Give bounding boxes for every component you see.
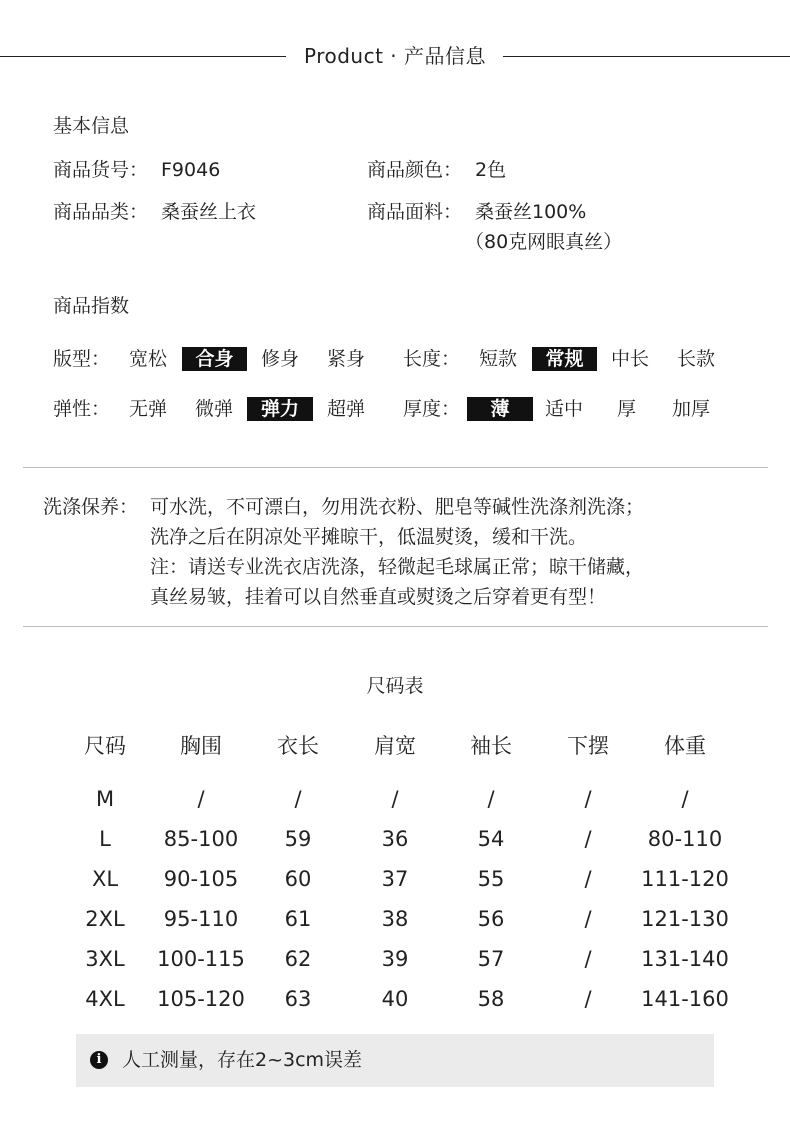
elasticity-option-super: 超弹: [327, 398, 366, 420]
table-cell: L: [99, 827, 111, 851]
table-cell: 61: [284, 907, 312, 931]
care-line-1: 可水洗，不可漂白，勿用洗衣粉、肥皂等碱性洗涤剂洗涤；: [150, 496, 645, 518]
table-cell: 58: [477, 987, 505, 1011]
table-cell: 56: [477, 907, 505, 931]
thickness-option-extra-thick: 加厚: [672, 398, 711, 420]
table-cell: /: [197, 787, 205, 811]
fit-option-loose: 宽松: [129, 348, 168, 370]
length-option-regular-selected: 常规: [532, 347, 597, 371]
measurement-note: [76, 1034, 714, 1087]
table-cell: /: [487, 787, 495, 811]
table-cell: 80-110: [647, 827, 723, 851]
table-cell: /: [584, 787, 592, 811]
table-cell: 131-140: [641, 947, 729, 971]
elasticity-option-stretch-selected: 弹力: [247, 397, 313, 421]
length-label: 长度：: [403, 348, 461, 370]
table-cell: 57: [477, 947, 505, 971]
fabric-value: 桑蚕丝100%: [475, 201, 587, 223]
length-option-long: 长款: [677, 348, 716, 370]
shoulder-col-header: 肩宽: [374, 734, 416, 758]
fit-option-tight: 紧身: [327, 348, 366, 370]
fabric-note: （80克网眼真丝）: [465, 231, 623, 253]
table-cell: /: [391, 787, 399, 811]
fit-option-regular-selected: 合身: [182, 347, 247, 371]
page-title: Product · 产品信息: [303, 44, 486, 68]
table-cell: /: [584, 867, 592, 891]
info-icon: i: [90, 1051, 108, 1069]
thickness-option-thick: 厚: [617, 398, 637, 420]
table-cell: /: [584, 827, 592, 851]
table-cell: 54: [477, 827, 505, 851]
table-cell: /: [584, 947, 592, 971]
item-no-label: 商品货号：: [53, 159, 149, 181]
care-line-2: 洗净之后在阴凉处平摊晾干，低温熨烫，缓和干洗。: [150, 526, 588, 548]
weight-col-header: 体重: [664, 734, 706, 758]
table-cell: 105-120: [157, 987, 245, 1011]
color-label: 商品颜色：: [367, 159, 463, 181]
care-label: 洗涤保养：: [43, 496, 139, 518]
divider-top: [23, 467, 768, 468]
table-cell: 40: [381, 987, 409, 1011]
measurement-note-text: 人工测量，存在2~3cm误差: [122, 1049, 363, 1071]
category-label: 商品品类：: [53, 201, 149, 223]
category-value: 桑蚕丝上衣: [161, 201, 257, 223]
table-cell: 85-100: [163, 827, 239, 851]
table-cell: M: [95, 787, 115, 811]
size-col-header: 尺码: [84, 734, 126, 758]
divider-bottom: [23, 626, 768, 627]
color-value: 2色: [475, 159, 507, 181]
size-table-title: 尺码表: [366, 675, 424, 697]
sleeve-col-header: 袖长: [470, 734, 512, 758]
table-cell: 39: [381, 947, 409, 971]
thickness-option-thin-selected: 薄: [467, 397, 533, 421]
hem-col-header: 下摆: [567, 734, 609, 758]
thickness-option-medium: 适中: [545, 398, 584, 420]
care-line-3: 注：请送专业洗衣店洗涤，轻微起毛球属正常；晾干储藏，: [150, 556, 645, 578]
table-cell: 62: [284, 947, 312, 971]
table-cell: 55: [477, 867, 505, 891]
table-cell: 3XL: [85, 947, 125, 971]
length-option-mid: 中长: [611, 348, 650, 370]
basic-info-heading: 基本信息: [53, 115, 130, 137]
item-no-value: F9046: [161, 159, 221, 181]
index-heading: 商品指数: [53, 295, 130, 317]
table-cell: 38: [381, 907, 409, 931]
table-cell: 111-120: [641, 867, 729, 891]
thickness-label: 厚度：: [403, 398, 461, 420]
fit-option-slim: 修身: [261, 348, 300, 370]
fit-label: 版型：: [53, 348, 111, 370]
table-cell: 59: [284, 827, 312, 851]
fabric-label: 商品面料：: [367, 201, 463, 223]
chest-col-header: 胸围: [180, 734, 222, 758]
length-option-short: 短款: [479, 348, 518, 370]
table-cell: 60: [284, 867, 312, 891]
table-cell: /: [584, 987, 592, 1011]
care-line-4: 真丝易皱，挂着可以自然垂直或熨烫之后穿着更有型！: [150, 586, 607, 608]
table-cell: 90-105: [163, 867, 239, 891]
table-cell: 63: [284, 987, 312, 1011]
length-col-header: 衣长: [277, 734, 319, 758]
table-cell: XL: [91, 867, 119, 891]
table-cell: /: [681, 787, 689, 811]
table-cell: 2XL: [85, 907, 125, 931]
table-cell: 4XL: [85, 987, 125, 1011]
table-cell: 36: [381, 827, 409, 851]
elasticity-option-none: 无弹: [129, 398, 168, 420]
table-cell: 141-160: [641, 987, 729, 1011]
table-cell: /: [294, 787, 302, 811]
table-cell: 121-130: [641, 907, 729, 931]
table-cell: 37: [381, 867, 409, 891]
table-cell: 95-110: [163, 907, 239, 931]
elasticity-label: 弹性：: [53, 398, 111, 420]
elasticity-option-slight: 微弹: [195, 398, 234, 420]
table-cell: /: [584, 907, 592, 931]
table-cell: 100-115: [157, 947, 245, 971]
